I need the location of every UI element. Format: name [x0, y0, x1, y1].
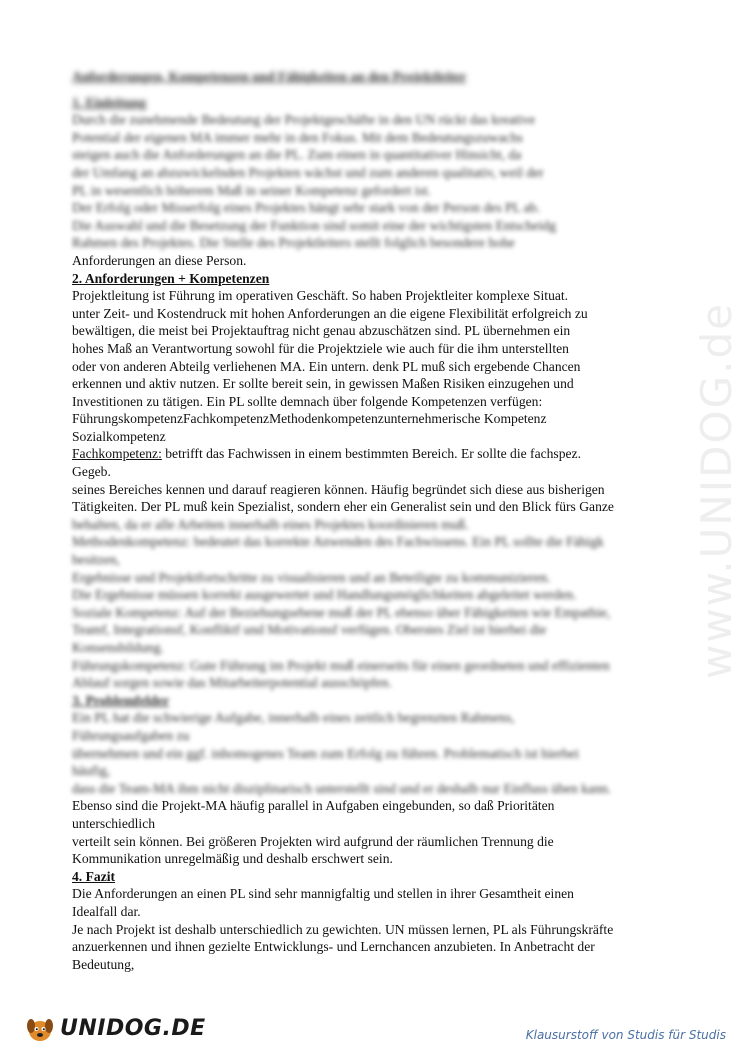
paragraph-line: Durch die zunehmende Bedeutung der Projektgeschäfte in den UN rückt das kreative	[72, 112, 536, 128]
paragraph-line: Ein PL hat die schwierige Aufgabe, innerhalb eines zeitlich begrenzten Rahmens,	[72, 710, 515, 726]
paragraph-line: verteilt sein können. Bei größeren Projekten wird aufgrund der räumlichen Trennung die	[72, 833, 554, 849]
paragraph-line: häufig,	[72, 763, 111, 779]
paragraph-line: Investitionen zu tätigen. Ein PL sollte demnach über folgende Kompetenzen verfügen:	[72, 393, 543, 409]
paragraph-line: Führungsaufgaben zu	[72, 727, 190, 743]
paragraph-line: Tätigkeiten. Der PL muß kein Spezialist, sondern eher ein Generalist sein und den Blick fürs Ganze	[72, 499, 614, 515]
competence-list: FührungskompetenzFachkompetenzMethodenkompetenzunternehmerische Kompetenz	[72, 411, 547, 427]
paragraph-line: Idealfall dar.	[72, 903, 141, 919]
paragraph-line: oder von anderen Abteilg verliehenen MA. Ein untern. denk PL muß sich ergebende Chancen	[72, 358, 581, 374]
paragraph-line: Der Erfolg oder Misserfolg eines Projektes hängt sehr stark von der Person des PL ab.	[72, 200, 540, 216]
section-einleitung-blurred	[72, 111, 692, 252]
paragraph-line: seines Bereiches kennen und darauf reagieren können. Häufig begründet sich diese aus bisherigen	[72, 481, 605, 497]
footer-tagline: Klausurstoff von Studis für Studis	[525, 1028, 726, 1042]
paragraph-line: dass die Team-MA ihm nicht disziplinarisch unterstellt sind und er deshalb nur Einfluss üben kann.	[72, 780, 612, 796]
paragraph-line: Kommunikation unregelmäßig und deshalb erschwert sein.	[72, 851, 393, 867]
watermark	[691, 250, 741, 730]
paragraph-line: Die Auswahl und die Besetzung der Funktion sind somit eine der wichtigsten Entscheidg	[72, 217, 557, 233]
paragraph-line: Die Anforderungen an einen PL sind sehr mannigfaltig und stellen in ihrer Gesamtheit einen	[72, 886, 574, 902]
document-page	[72, 68, 692, 973]
fachkompetenz-paragraph	[72, 445, 692, 463]
paragraph-line: Führungskompetenz: Gute Führung im Projekt muß einerseits für einen geordneten und effizienten	[72, 657, 610, 673]
section-heading-anforderungen: 2. Anforderungen + Kompetenzen	[72, 270, 270, 286]
paragraph-line: Ergebnisse und Projektfortschritte zu visualisieren und an Beteiligte zu kommunizieren.	[72, 569, 551, 585]
paragraph-line: behalten, da er alle Arbeiten innerhalb eines Projektes koordinieren muß.	[72, 516, 469, 532]
paragraph-line: Projektleitung ist Führung im operativen Geschäft. So haben Projektleiter komplexe Situat.	[72, 288, 569, 304]
paragraph-line: Bedeutung,	[72, 956, 135, 972]
watermark-text: www.UNIDOG.de	[691, 301, 741, 679]
paragraph-line: hohes Maß an Verantwortung sowohl für die Projektziele wie auch für die ihm unterstellten	[72, 340, 569, 356]
paragraph-line: bewältigen, die meist bei Projektauftrag nicht genau abzuschätzen sind. PL übernehmen ein	[72, 323, 571, 339]
paragraph-line: unterschiedlich	[72, 815, 156, 831]
section-problemfelder-blurred	[72, 709, 692, 797]
dog-icon	[24, 1012, 56, 1044]
paragraph-line: anzuerkennen und ihnen gezielte Entwicklungs- und Lernchancen anzubieten. In Anbetracht der	[72, 939, 595, 955]
logo-text: UNIDOG.DE	[60, 1015, 206, 1041]
paragraph-line: erkennen und aktiv nutzen. Er sollte bereit sein, in gewissen Maßen Risiken einzugehen und	[72, 376, 574, 392]
section-heading-fazit: 4. Fazit	[72, 868, 116, 884]
paragraph-line: Je nach Projekt ist deshalb unterschiedlich zu gewichten. UN müssen lernen, PL als Führungskräfte	[72, 921, 614, 937]
paragraph-line: der Umfang an abzuwickelnden Projekten wächst und zum anderen qualitativ, weil der	[72, 164, 544, 180]
section-heading-einleitung: 1. Einleitung	[72, 94, 147, 110]
paragraph-line: unter Zeit- und Kostendruck mit hohen Anforderungen an die eigene Flexibilität erfolgreich zu	[72, 305, 588, 321]
section-anforderungen-blurred	[72, 516, 692, 692]
paragraph-line: Soziale Kompetenz: Auf der Beziehungsebene muß der PL ebenso über Fähigkeiten wie Empathie,	[72, 604, 611, 620]
paragraph-line: Die Ergebnisse müssen korrekt ausgewertet und Handlungsmöglichkeiten abgeleitet werden.	[72, 587, 577, 603]
document-title: Anforderungen, Kompetenzen und Fähigkeiten an den Projektleiter	[72, 69, 467, 84]
paragraph-line: besitzen,	[72, 552, 120, 568]
paragraph-line: Ebenso sind die Projekt-MA häufig parallel in Aufgaben eingebunden, so daß Prioritäten	[72, 798, 555, 814]
competence-list-end: Sozialkompetenz	[72, 428, 166, 444]
paragraph-line: übernehmen und ein ggf. inhomogenes Team zum Erfolg zu führen. Problematisch ist hierbei	[72, 745, 579, 761]
paragraph-line: Gegeb.	[72, 464, 111, 480]
fachkompetenz-label: Fachkompetenz:	[72, 446, 162, 462]
paragraph-line: Anforderungen an diese Person.	[72, 252, 247, 268]
paragraph-line: Methodenkompetenz: bedeutet das korrekte Anwenden des Fachwissens. Ein PL sollte die Fähigk	[72, 534, 604, 550]
paragraph-line: Potential der eigenen MA immer mehr in den Fokus. Mit dem Bedeutungszuwachs	[72, 129, 523, 145]
section-heading-problemfelder: 3. Problemfelder	[72, 692, 170, 708]
paragraph-line: Teamf, Integrationsf, Konfliktf und Motivationsf verfügen. Oberstes Ziel ist hierbei die	[72, 622, 547, 638]
paragraph-line: Konsensbildung.	[72, 640, 164, 655]
paragraph-line: steigen auch die Anforderungen an die PL. Zum einen in quantitativer Hinsicht, da	[72, 147, 522, 163]
paragraph-line: PL in wesentlich höherem Maß in seiner Kompetenz gefordert ist.	[72, 182, 431, 198]
paragraph-line: Ablauf sorgen sowie das Mitarbeiterpotential ausschöpfen.	[72, 675, 392, 691]
fachkompetenz-text: betrifft das Fachwissen in einem bestimmten Bereich. Er sollte die fachspez.	[161, 446, 581, 462]
unidog-logo[interactable]	[24, 1012, 206, 1044]
paragraph-line: Rahmen des Projektes. Die Stelle des Projektleiters stellt folglich besondere hohe	[72, 235, 515, 251]
